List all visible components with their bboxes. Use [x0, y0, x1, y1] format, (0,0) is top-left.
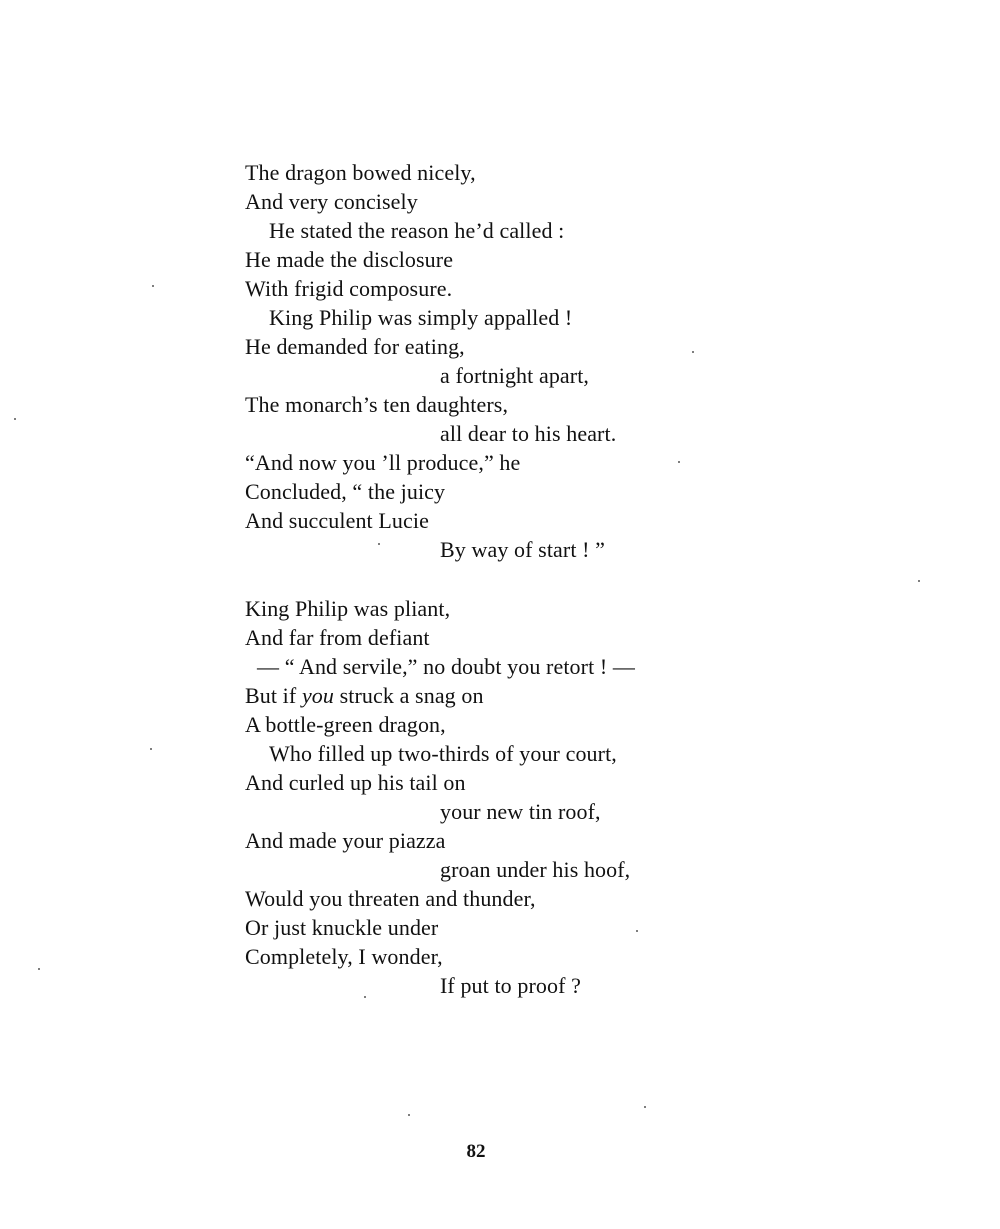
scan-speck — [692, 351, 694, 353]
poem-line: groan under his hoof, — [440, 857, 631, 882]
scan-speck — [14, 418, 16, 420]
poem-line: Concluded, “ the juicy — [245, 479, 446, 504]
poem-line: Completely, I wonder, — [245, 944, 443, 969]
poem-line: — “ And servile,” no doubt you retort ! — — [257, 654, 636, 679]
poem-line: King Philip was pliant, — [245, 596, 451, 621]
scan-speck — [150, 748, 152, 750]
poem-text: struck a snag on — [339, 683, 484, 708]
scan-speck — [644, 1106, 646, 1108]
poem-line: He demanded for eating, — [245, 334, 465, 359]
poem-line: Who filled up two-thirds of your court, — [269, 741, 617, 766]
scan-speck — [364, 996, 366, 998]
scan-speck — [408, 1114, 410, 1116]
stanza-1 — [245, 158, 805, 564]
scan-speck — [378, 543, 380, 545]
poem-line: And succulent Lucie — [245, 508, 429, 533]
poem-line: The monarch’s ten daughters, — [245, 392, 509, 417]
poem-line: And far from defiant — [245, 625, 430, 650]
poem-line: Would you threaten and thunder, — [245, 886, 536, 911]
page-number: 82 — [466, 1141, 486, 1162]
scan-speck — [636, 930, 638, 932]
poem-line — [245, 681, 805, 710]
poem-line: “And now you ’ll produce,” he — [245, 450, 521, 475]
poem-line: your new tin roof, — [440, 799, 601, 824]
poem-line: And curled up his tail on — [245, 770, 466, 795]
poem-line: By way of start ! ” — [440, 537, 606, 562]
stanza-2 — [245, 594, 805, 1000]
poem-line: Or just knuckle under — [245, 915, 439, 940]
poem-line: The dragon bowed nicely, — [245, 160, 476, 185]
poem-line: If put to proof ? — [440, 973, 581, 998]
scan-speck — [918, 580, 920, 582]
scan-speck — [678, 461, 680, 463]
poem-line: He stated the reason he’d called : — [269, 218, 565, 243]
poem-line: all dear to his heart. — [440, 421, 617, 446]
poem-line: And very concisely — [245, 189, 418, 214]
poem-line: King Philip was simply appalled ! — [269, 305, 573, 330]
poem-line: And made your piazza — [245, 828, 446, 853]
emphasized-word: you — [301, 683, 335, 708]
poem-line: A bottle-green dragon, — [245, 712, 446, 737]
scan-speck — [38, 968, 40, 970]
poem-line: With frigid composure. — [245, 276, 453, 301]
poem-line: He made the disclosure — [245, 247, 454, 272]
scan-speck — [152, 285, 154, 287]
poem-text: But if — [245, 683, 297, 708]
poem-line: a fortnight apart, — [440, 363, 590, 388]
